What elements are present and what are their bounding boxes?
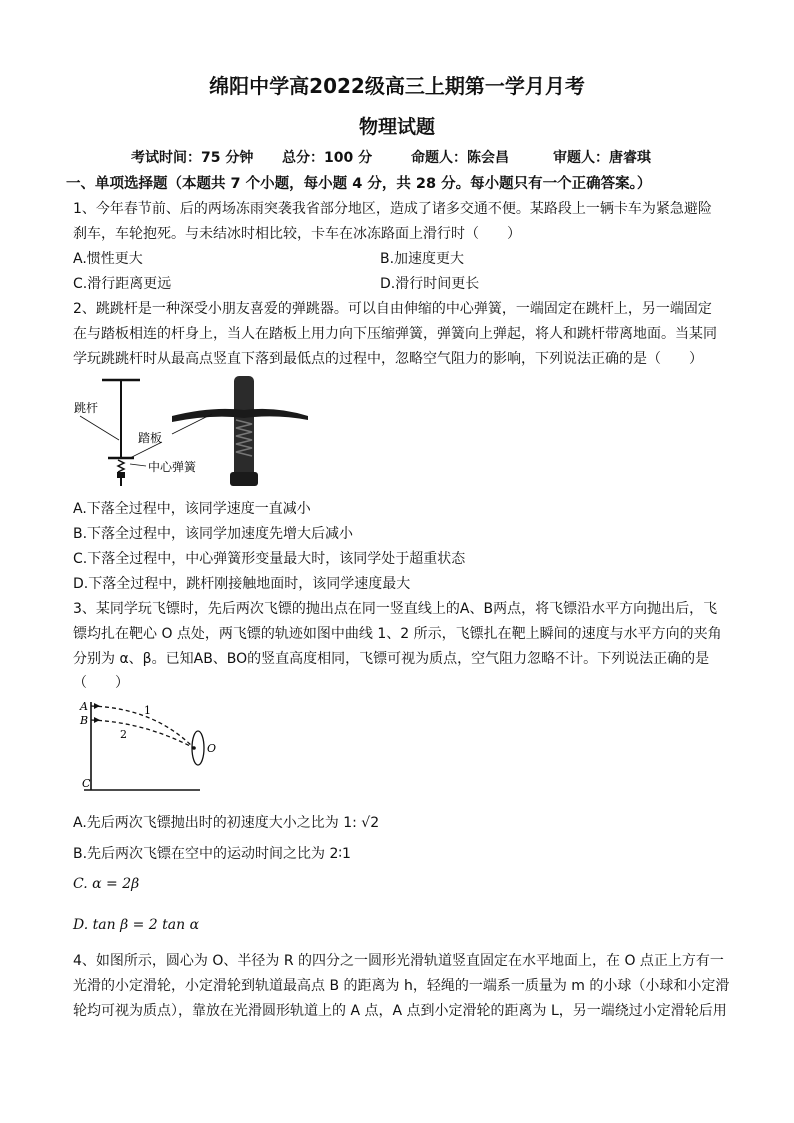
question-reviewer: 审题人：唐睿琪 bbox=[553, 150, 651, 166]
q2-option-a: A.下落全过程中，该同学速度一直减小 bbox=[73, 501, 311, 517]
q1-option-c: C.滑行距离更远 bbox=[73, 276, 172, 292]
q1-option-a: A.惯性更大 bbox=[73, 251, 143, 267]
q4-stem-line2: 光滑的小定滑轮，小定滑轮到轨道最高点 B 的距离为 h，轻绳的一端系一质量为 m 的小球（小球和小定滑 bbox=[73, 978, 730, 994]
label-rod: 跳杆 bbox=[74, 401, 99, 415]
q2-stem-line2: 在与踏板相连的杆身上，当人在踏板上用力向下压缩弹簧，弹簧向上弹起，将人和跳杆带离地面。当某同 bbox=[73, 326, 717, 342]
q3-option-d: D. tan β = 2 tan α bbox=[73, 917, 200, 933]
exam-title: 绵阳中学高2022级高三上期第一学月月考 bbox=[209, 74, 585, 98]
q3-option-b: B.先后两次飞镖在空中的运动时间之比为 2∶1 bbox=[73, 846, 351, 862]
label-point-c: C bbox=[82, 777, 91, 790]
label-point-a: A bbox=[80, 700, 88, 713]
label-curve-2: 2 bbox=[120, 728, 127, 741]
q1-stem-line2: 刹车，车轮抱死。与未结冰时相比较，卡车在冰冻路面上滑行时（ ） bbox=[73, 226, 521, 242]
q4-stem-line1: 4、如图所示，圆心为 O、半径为 R 的四分之一圆形光滑轨道竖直固定在水平地面上，在 O 点正上方有一 bbox=[73, 953, 724, 969]
q2-option-d: D.下落全过程中，跳杆刚接触地面时，该同学速度最大 bbox=[73, 576, 411, 592]
label-point-b: B bbox=[80, 714, 89, 727]
label-point-o: O bbox=[207, 742, 217, 755]
pogo-stick-figure bbox=[72, 374, 312, 494]
section-heading: 一、单项选择题（本题共 7 个小题，每小题 4 分，共 28 分。每小题只有一个正确答案。） bbox=[66, 176, 652, 192]
q2-option-c: C.下落全过程中，中心弹簧形变量最大时，该同学处于超重状态 bbox=[73, 551, 466, 567]
q1-option-b: B.加速度更大 bbox=[380, 251, 465, 267]
q3-option-c: C. α = 2β bbox=[73, 876, 140, 892]
q1-stem-line1: 1、今年春节前、后的两场冻雨突袭我省部分地区，造成了诸多交通不便。某路段上一辆卡车为紧急避险 bbox=[73, 201, 712, 217]
exam-time: 考试时间：75 分钟 bbox=[131, 150, 254, 166]
label-curve-1: 1 bbox=[144, 704, 151, 717]
q1-option-d: D.滑行时间更长 bbox=[380, 276, 480, 292]
dart-trajectory-figure bbox=[74, 694, 234, 794]
q3-option-a: A.先后两次飞镖抛出时的初速度大小之比为 1: √2 bbox=[73, 815, 380, 831]
label-pedal: 踏板 bbox=[138, 431, 163, 445]
total-score: 总分：100 分 bbox=[282, 150, 373, 166]
q2-option-b: B.下落全过程中，该同学加速度先增大后减小 bbox=[73, 526, 354, 542]
q2-stem-line1: 2、跳跳杆是一种深受小朋友喜爱的弹跳器。可以自由伸缩的中心弹簧，一端固定在跳杆上，另一端固定 bbox=[73, 301, 712, 317]
q2-stem-line3: 学玩跳跳杆时从最高点竖直下落到最低点的过程中，忽略空气阻力的影响，下列说法正确的是（ ） bbox=[73, 351, 703, 367]
exam-subject: 物理试题 bbox=[358, 116, 435, 138]
q4-stem-line3: 轮均可视为质点），靠放在光滑圆形轨道上的 A 点，A 点到小定滑轮的距离为 L，另一端绕过小定滑轮后用 bbox=[73, 1003, 727, 1019]
q3-stem-line1: 3、某同学玩飞镖时，先后两次飞镖的抛出点在同一竖直线上的A、B两点，将飞镖沿水平方向抛出后，飞 bbox=[73, 601, 718, 617]
question-author: 命题人：陈会昌 bbox=[411, 150, 509, 166]
label-spring: 中心弹簧 bbox=[148, 460, 197, 474]
q3-stem-line2: 镖均扎在靶心 O 点处，两飞镖的轨迹如图中曲线 1、2 所示，飞镖扎在靶上瞬间的速度与水平方向的夹角 bbox=[73, 626, 722, 642]
q3-stem-line4: （ ） bbox=[73, 675, 129, 691]
q3-stem-line3: 分别为 α、β。已知AB、BO的竖直高度相同，飞镖可视为质点，空气阻力忽略不计。下列说法正确的是 bbox=[73, 651, 710, 667]
